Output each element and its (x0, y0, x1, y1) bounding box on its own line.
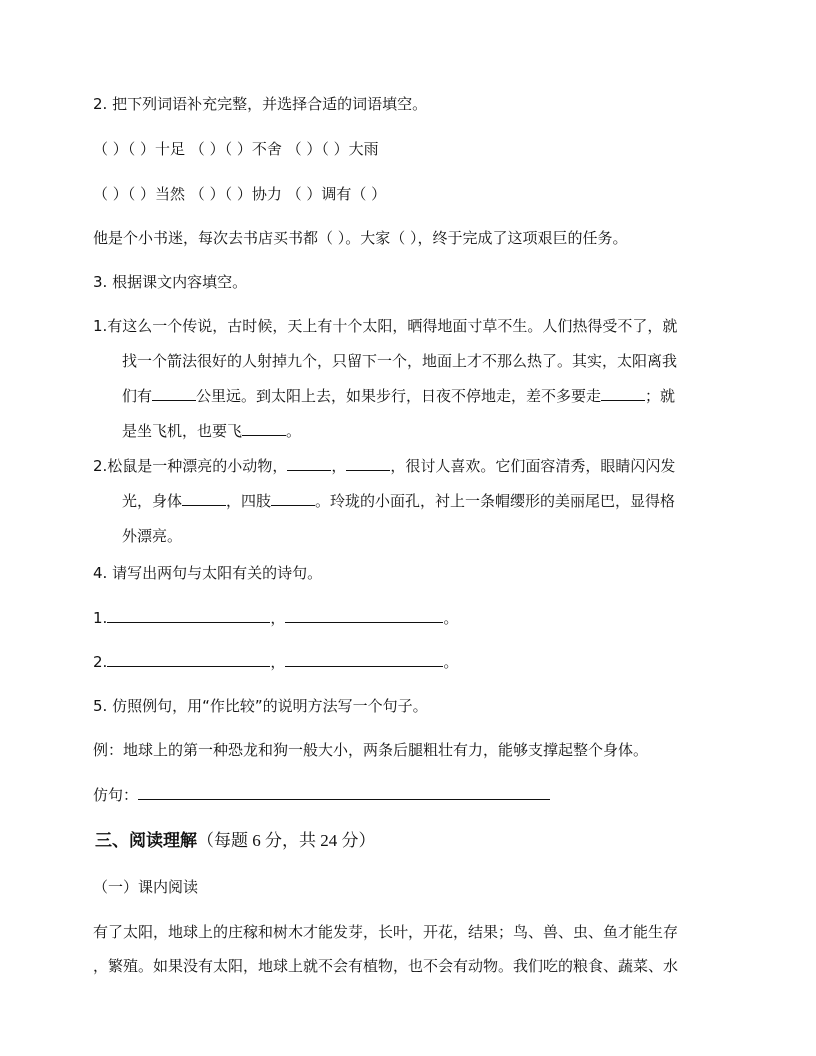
answer-blank[interactable] (107, 608, 270, 623)
q3-item2-line3: 外漂亮。 (122, 527, 183, 545)
q3-item2 (93, 449, 719, 554)
answer-blank[interactable] (285, 652, 443, 667)
fill-blank[interactable] (182, 491, 226, 506)
fill-blank[interactable] (152, 386, 196, 401)
q5-example: 例：地球上的第一种恐龙和狗一般大小，两条后腿粗壮有力，能够支撑起整个身体。 (93, 741, 649, 759)
answer-blank[interactable] (138, 785, 550, 800)
fill-blank[interactable] (271, 491, 315, 506)
q2-sentence: 他是个小书迷，每次去书店买书都（ ）。大家（ ），终于完成了这项艰巨的任务。 (93, 229, 628, 247)
q3-title: 3. 根据课文内容填空。 (93, 273, 248, 291)
q3-item2-line1: 2.松鼠是一种漂亮的小动物， ， ，很讨人喜欢。它们面容清秀，眼睛闪闪发 (93, 457, 676, 475)
q3-item1-line1: 1.有这么一个传说，古时候，天上有十个太阳，晒得地面寸草不生。人们热得受不了，就 (93, 317, 678, 335)
q5-imitate: 仿句： (93, 785, 550, 805)
fill-blank[interactable] (287, 456, 331, 471)
q3-item1-line4: 是坐飞机，也要飞 。 (122, 422, 302, 440)
answer-blank[interactable] (285, 608, 443, 623)
fill-blank[interactable] (601, 386, 645, 401)
section3-heading: 三、阅读理解（每题 6 分，共 24 分） (95, 831, 376, 851)
q2-row1: （ ）（ ）十足 （ ）（ ）不舍 （ ）（ ）大雨 (93, 140, 379, 158)
q3-item2-line2: 光，身体 ，四肢 。玲珑的小面孔，衬上一条帽缨形的美丽尾巴，显得格 (122, 492, 676, 510)
fill-blank[interactable] (242, 421, 286, 436)
reading-line-2: ，繁殖。如果没有太阳，地球上就不会有植物，也不会有动物。我们吃的粮食、蔬菜、水 (93, 957, 679, 975)
answer-blank[interactable] (107, 652, 270, 667)
reading-line-1: 有了太阳，地球上的庄稼和树木才能发芽，长叶，开花，结果；鸟、兽、虫、鱼才能生存 (93, 923, 679, 941)
q4-answer-line-1: 1. ， 。 (93, 609, 459, 627)
q3-item1 (93, 309, 719, 449)
q2-title: 2. 把下列词语补充完整，并选择合适的词语填空。 (93, 95, 428, 113)
section3-part1: （一）课内阅读 (93, 878, 199, 896)
q5-title: 5. 仿照例句，用“作比较”的说明方法写一个句子。 (93, 697, 428, 715)
q3-item1-line3: 们有 公里远。到太阳上去，如果步行，日夜不停地走，差不多要走 ；就 (122, 387, 676, 405)
q3-item1-line2: 找一个箭法很好的人射掉九个，只留下一个，地面上才不那么热了。其实，太阳离我 (122, 352, 678, 370)
q4-answer-line-2: 2. ， 。 (93, 653, 459, 671)
q4-title: 4. 请写出两句与太阳有关的诗句。 (93, 564, 323, 582)
q2-row2: （ ）（ ）当然 （ ）（ ）协力 （ ）调有（ ） (93, 185, 387, 203)
fill-blank[interactable] (346, 456, 390, 471)
